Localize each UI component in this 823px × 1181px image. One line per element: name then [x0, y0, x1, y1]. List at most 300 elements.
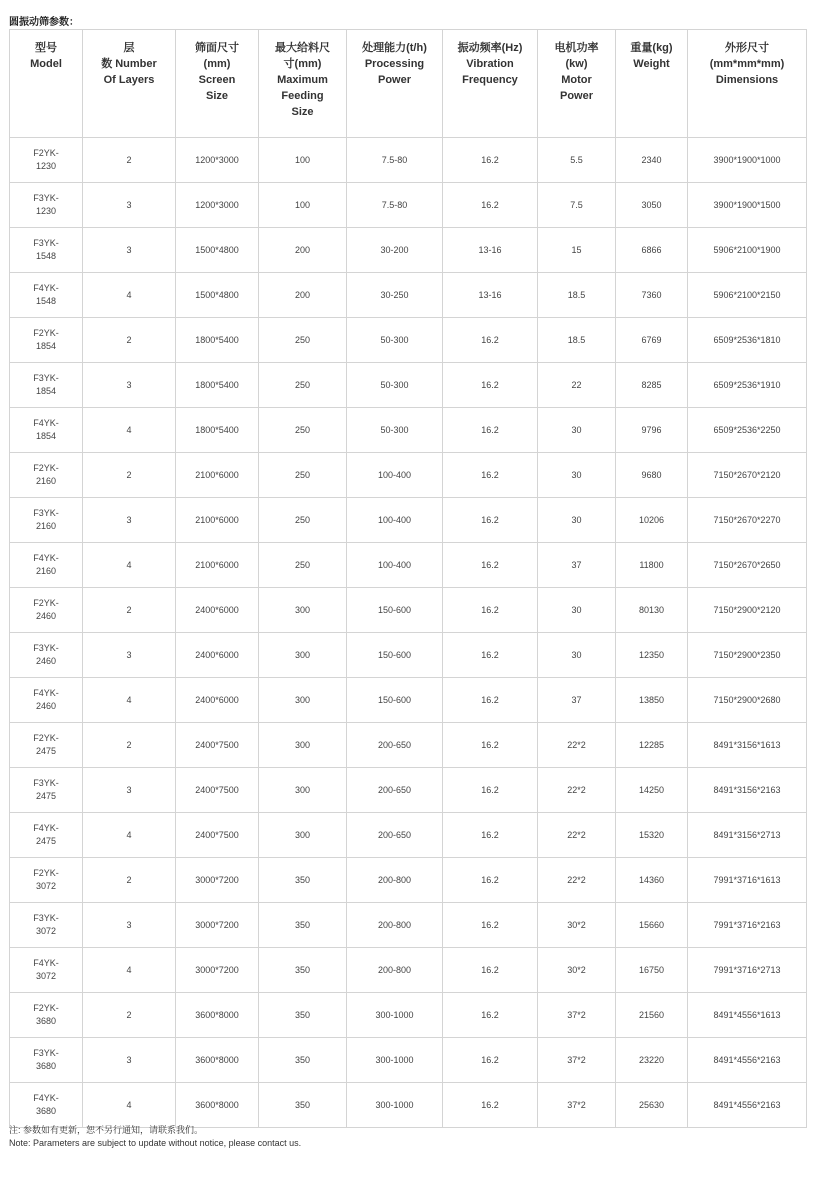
- cell-weight: 15320: [616, 813, 688, 858]
- cell-layers: 2: [83, 858, 176, 903]
- cell-power: 7.5: [538, 183, 616, 228]
- cell-frequency: 16.2: [443, 633, 538, 678]
- column-header-line: (mm*mm*mm): [709, 58, 785, 70]
- model-line: 1548: [35, 296, 57, 306]
- cell-screen: 2100*6000: [176, 498, 259, 543]
- model-line: 3680: [35, 1106, 57, 1116]
- cell-weight: 80130: [616, 588, 688, 633]
- cell-model: [10, 228, 83, 273]
- cell-dims: 8491*3156*2713: [688, 813, 807, 858]
- cell-screen: 3000*7200: [176, 903, 259, 948]
- cell-weight: 15660: [616, 903, 688, 948]
- cell-feed: 200: [259, 273, 347, 318]
- model-line: 2460: [35, 656, 57, 666]
- note-en: Note: Parameters are subject to update without notice, please contact us.: [9, 1138, 302, 1148]
- table-row: [10, 543, 807, 588]
- cell-feed: 250: [259, 498, 347, 543]
- cell-layers: 2: [83, 453, 176, 498]
- cell-power: 30: [538, 408, 616, 453]
- cell-capacity: 7.5-80: [347, 183, 443, 228]
- cell-layers: 3: [83, 363, 176, 408]
- table-row: [10, 1083, 807, 1128]
- model-line: 3680: [35, 1061, 57, 1071]
- cell-power: 30*2: [538, 903, 616, 948]
- model-line: 1854: [35, 431, 57, 441]
- cell-power: 30: [538, 588, 616, 633]
- cell-frequency: 16.2: [443, 1038, 538, 1083]
- cell-weight: 14250: [616, 768, 688, 813]
- cell-capacity: 150-600: [347, 633, 443, 678]
- cell-frequency: 16.2: [443, 768, 538, 813]
- cell-feed: 300: [259, 588, 347, 633]
- cell-layers: 2: [83, 318, 176, 363]
- cell-model: [10, 678, 83, 723]
- cell-dims: 7991*3716*2713: [688, 948, 807, 993]
- cell-feed: 300: [259, 723, 347, 768]
- cell-power: 30*2: [538, 948, 616, 993]
- column-header-line: Frequency: [462, 74, 518, 86]
- cell-layers: 3: [83, 768, 176, 813]
- cell-layers: 2: [83, 138, 176, 183]
- cell-screen: 3600*8000: [176, 993, 259, 1038]
- table-row: [10, 273, 807, 318]
- cell-model: [10, 1083, 83, 1128]
- cell-power: 22*2: [538, 768, 616, 813]
- column-header-frequency: [443, 30, 538, 138]
- model-line: 3072: [35, 926, 57, 936]
- model-line: F4YK-: [33, 1093, 59, 1103]
- cell-screen: 1500*4800: [176, 228, 259, 273]
- cell-frequency: 16.2: [443, 993, 538, 1038]
- cell-dims: 3900*1900*1500: [688, 183, 807, 228]
- cell-screen: 2400*6000: [176, 588, 259, 633]
- cell-feed: 350: [259, 948, 347, 993]
- cell-weight: 8285: [616, 363, 688, 408]
- cell-dims: 8491*4556*2163: [688, 1038, 807, 1083]
- model-line: 3072: [35, 971, 57, 981]
- cell-screen: 2400*7500: [176, 723, 259, 768]
- header-row: [10, 30, 807, 138]
- cell-power: 37*2: [538, 993, 616, 1038]
- cell-feed: 200: [259, 228, 347, 273]
- table-row: [10, 858, 807, 903]
- cell-frequency: 16.2: [443, 1083, 538, 1128]
- column-header-layers: [83, 30, 176, 138]
- cell-power: 37: [538, 543, 616, 588]
- model-line: F3YK-: [33, 238, 59, 248]
- column-header-line: 型号: [35, 42, 57, 54]
- column-header-line: Screen: [198, 74, 236, 86]
- column-header-line: Model: [30, 58, 62, 70]
- model-line: 3680: [35, 1016, 57, 1026]
- note-cn: 注: 参数如有更新，恕不另行通知，请联系我们。: [9, 1125, 204, 1135]
- cell-weight: 13850: [616, 678, 688, 723]
- table-row: [10, 768, 807, 813]
- cell-screen: 1800*5400: [176, 363, 259, 408]
- cell-feed: 250: [259, 363, 347, 408]
- cell-model: [10, 768, 83, 813]
- cell-screen: 2400*7500: [176, 813, 259, 858]
- cell-dims: 7150*2900*2350: [688, 633, 807, 678]
- column-header-line: 重量(kg): [630, 42, 673, 54]
- column-header-line: Vibration: [466, 58, 514, 70]
- cell-dims: 3900*1900*1000: [688, 138, 807, 183]
- model-line: 1854: [35, 386, 57, 396]
- model-line: F3YK-: [33, 643, 59, 653]
- table-row: [10, 228, 807, 273]
- model-line: F4YK-: [33, 283, 59, 293]
- table-row: [10, 813, 807, 858]
- cell-layers: 4: [83, 543, 176, 588]
- cell-capacity: 50-300: [347, 408, 443, 453]
- cell-weight: 25630: [616, 1083, 688, 1128]
- cell-power: 37*2: [538, 1038, 616, 1083]
- column-header-line: Maximum: [277, 74, 328, 86]
- cell-power: 22*2: [538, 813, 616, 858]
- cell-weight: 12350: [616, 633, 688, 678]
- cell-model: [10, 1038, 83, 1083]
- cell-dims: 5906*2100*2150: [688, 273, 807, 318]
- table-row: [10, 498, 807, 543]
- cell-weight: 6866: [616, 228, 688, 273]
- cell-power: 22*2: [538, 858, 616, 903]
- cell-feed: 100: [259, 183, 347, 228]
- cell-feed: 350: [259, 1038, 347, 1083]
- cell-model: [10, 903, 83, 948]
- cell-layers: 3: [83, 183, 176, 228]
- cell-frequency: 16.2: [443, 723, 538, 768]
- cell-frequency: 16.2: [443, 318, 538, 363]
- column-header-line: 最大给料尺: [275, 42, 330, 54]
- cell-power: 5.5: [538, 138, 616, 183]
- cell-screen: 2100*6000: [176, 543, 259, 588]
- cell-model: [10, 408, 83, 453]
- cell-screen: 3600*8000: [176, 1083, 259, 1128]
- page-title: 圆振动筛参数：: [9, 17, 79, 28]
- model-line: F3YK-: [33, 1048, 59, 1058]
- cell-capacity: 300-1000: [347, 1038, 443, 1083]
- cell-feed: 100: [259, 138, 347, 183]
- cell-layers: 4: [83, 408, 176, 453]
- cell-capacity: 30-200: [347, 228, 443, 273]
- cell-feed: 250: [259, 453, 347, 498]
- cell-frequency: 16.2: [443, 453, 538, 498]
- model-line: 2160: [35, 521, 57, 531]
- model-line: 1548: [35, 251, 57, 261]
- cell-feed: 250: [259, 318, 347, 363]
- model-line: 3072: [35, 881, 57, 891]
- model-line: 2160: [35, 476, 57, 486]
- table-header: [10, 30, 807, 138]
- cell-frequency: 16.2: [443, 183, 538, 228]
- cell-layers: 3: [83, 498, 176, 543]
- model-line: 2475: [35, 746, 57, 756]
- cell-capacity: 150-600: [347, 678, 443, 723]
- cell-screen: 2100*6000: [176, 453, 259, 498]
- cell-feed: 300: [259, 633, 347, 678]
- cell-model: [10, 723, 83, 768]
- cell-model: [10, 498, 83, 543]
- column-header-line: Dimensions: [715, 74, 779, 86]
- model-line: F4YK-: [33, 553, 59, 563]
- cell-power: 37*2: [538, 1083, 616, 1128]
- model-line: F2YK-: [33, 868, 59, 878]
- cell-layers: 4: [83, 678, 176, 723]
- table-row: [10, 723, 807, 768]
- cell-capacity: 200-650: [347, 813, 443, 858]
- table-row: [10, 408, 807, 453]
- cell-frequency: 16.2: [443, 363, 538, 408]
- cell-dims: 6509*2536*1810: [688, 318, 807, 363]
- cell-power: 30: [538, 498, 616, 543]
- cell-feed: 350: [259, 993, 347, 1038]
- cell-frequency: 16.2: [443, 498, 538, 543]
- column-header-screen: [176, 30, 259, 138]
- model-line: F4YK-: [33, 418, 59, 428]
- column-header-line: 寸(mm): [283, 58, 322, 70]
- cell-layers: 2: [83, 588, 176, 633]
- column-header-line: Of Layers: [103, 74, 155, 86]
- cell-dims: 7150*2900*2120: [688, 588, 807, 633]
- cell-capacity: 150-600: [347, 588, 443, 633]
- column-header-line: Size: [205, 90, 228, 102]
- column-header-model: [10, 30, 83, 138]
- model-line: F2YK-: [33, 598, 59, 608]
- cell-dims: 6509*2536*2250: [688, 408, 807, 453]
- column-header-line: Motor: [561, 74, 592, 86]
- cell-feed: 350: [259, 858, 347, 903]
- column-header-weight: [616, 30, 688, 138]
- cell-dims: 6509*2536*1910: [688, 363, 807, 408]
- table-row: [10, 1038, 807, 1083]
- cell-weight: 23220: [616, 1038, 688, 1083]
- column-header-line: 层: [123, 42, 135, 54]
- column-header-line: Weight: [633, 58, 670, 70]
- cell-power: 37: [538, 678, 616, 723]
- cell-screen: 1800*5400: [176, 408, 259, 453]
- cell-capacity: 200-800: [347, 948, 443, 993]
- cell-screen: 2400*6000: [176, 633, 259, 678]
- model-line: F2YK-: [33, 328, 59, 338]
- column-header-line: 数 Number: [101, 58, 157, 70]
- model-line: F3YK-: [33, 508, 59, 518]
- cell-frequency: 16.2: [443, 678, 538, 723]
- model-line: F2YK-: [33, 733, 59, 743]
- cell-power: 30: [538, 633, 616, 678]
- table-body: [10, 138, 807, 1128]
- cell-model: [10, 273, 83, 318]
- model-line: F3YK-: [33, 913, 59, 923]
- cell-screen: 1800*5400: [176, 318, 259, 363]
- cell-power: 18.5: [538, 318, 616, 363]
- cell-weight: 10206: [616, 498, 688, 543]
- cell-feed: 300: [259, 678, 347, 723]
- spec-table: [9, 29, 807, 1128]
- column-header-line: Size: [291, 106, 314, 118]
- cell-model: [10, 183, 83, 228]
- model-line: F2YK-: [33, 148, 59, 158]
- cell-screen: 3000*7200: [176, 948, 259, 993]
- table-row: [10, 138, 807, 183]
- cell-screen: 1200*3000: [176, 183, 259, 228]
- cell-layers: 4: [83, 1083, 176, 1128]
- column-header-power: [538, 30, 616, 138]
- model-line: F4YK-: [33, 958, 59, 968]
- cell-dims: 7991*3716*1613: [688, 858, 807, 903]
- cell-capacity: 7.5-80: [347, 138, 443, 183]
- cell-frequency: 16.2: [443, 588, 538, 633]
- column-header-dims: [688, 30, 807, 138]
- model-line: 2475: [35, 791, 57, 801]
- cell-frequency: 16.2: [443, 543, 538, 588]
- cell-weight: 7360: [616, 273, 688, 318]
- cell-capacity: 50-300: [347, 363, 443, 408]
- cell-model: [10, 453, 83, 498]
- column-header-line: 电机功率: [554, 42, 599, 54]
- cell-layers: 3: [83, 903, 176, 948]
- cell-layers: 3: [83, 1038, 176, 1083]
- model-line: F3YK-: [33, 193, 59, 203]
- cell-weight: 9796: [616, 408, 688, 453]
- table-row: [10, 903, 807, 948]
- cell-layers: 3: [83, 633, 176, 678]
- notes: [9, 1124, 301, 1150]
- cell-weight: 3050: [616, 183, 688, 228]
- cell-feed: 350: [259, 903, 347, 948]
- column-header-line: (mm): [203, 58, 231, 70]
- cell-screen: 1200*3000: [176, 138, 259, 183]
- cell-feed: 250: [259, 408, 347, 453]
- cell-capacity: 30-250: [347, 273, 443, 318]
- model-line: F2YK-: [33, 1003, 59, 1013]
- cell-power: 22*2: [538, 723, 616, 768]
- cell-model: [10, 138, 83, 183]
- model-line: 1854: [35, 341, 57, 351]
- column-header-feed: [259, 30, 347, 138]
- cell-layers: 4: [83, 273, 176, 318]
- cell-frequency: 16.2: [443, 138, 538, 183]
- cell-weight: 2340: [616, 138, 688, 183]
- cell-dims: 7150*2670*2270: [688, 498, 807, 543]
- model-line: F3YK-: [33, 778, 59, 788]
- cell-frequency: 16.2: [443, 408, 538, 453]
- cell-power: 18.5: [538, 273, 616, 318]
- cell-screen: 2400*6000: [176, 678, 259, 723]
- cell-model: [10, 588, 83, 633]
- cell-weight: 12285: [616, 723, 688, 768]
- cell-capacity: 100-400: [347, 453, 443, 498]
- cell-capacity: 200-800: [347, 903, 443, 948]
- model-line: 2160: [35, 566, 57, 576]
- cell-layers: 4: [83, 813, 176, 858]
- column-header-line: Power: [377, 74, 411, 86]
- cell-capacity: 200-650: [347, 723, 443, 768]
- cell-capacity: 50-300: [347, 318, 443, 363]
- column-header-line: 处理能力(t/h): [362, 42, 427, 54]
- cell-dims: 7150*2670*2650: [688, 543, 807, 588]
- cell-screen: 2400*7500: [176, 768, 259, 813]
- cell-power: 30: [538, 453, 616, 498]
- cell-feed: 300: [259, 813, 347, 858]
- cell-screen: 3600*8000: [176, 1038, 259, 1083]
- table-row: [10, 453, 807, 498]
- table-row: [10, 363, 807, 408]
- table-row: [10, 948, 807, 993]
- column-header-line: 筛面尺寸: [195, 42, 239, 54]
- cell-capacity: 300-1000: [347, 993, 443, 1038]
- cell-layers: 3: [83, 228, 176, 273]
- cell-model: [10, 948, 83, 993]
- column-header-capacity: [347, 30, 443, 138]
- cell-weight: 6769: [616, 318, 688, 363]
- model-line: F4YK-: [33, 688, 59, 698]
- cell-model: [10, 633, 83, 678]
- model-line: 2475: [35, 836, 57, 846]
- cell-capacity: 200-800: [347, 858, 443, 903]
- cell-capacity: 100-400: [347, 543, 443, 588]
- cell-weight: 16750: [616, 948, 688, 993]
- cell-dims: 7150*2900*2680: [688, 678, 807, 723]
- cell-frequency: 16.2: [443, 903, 538, 948]
- model-line: F2YK-: [33, 463, 59, 473]
- cell-feed: 300: [259, 768, 347, 813]
- cell-capacity: 300-1000: [347, 1083, 443, 1128]
- cell-feed: 350: [259, 1083, 347, 1128]
- cell-frequency: 16.2: [443, 858, 538, 903]
- cell-model: [10, 813, 83, 858]
- cell-frequency: 16.2: [443, 813, 538, 858]
- cell-dims: 5906*2100*1900: [688, 228, 807, 273]
- cell-dims: 7991*3716*2163: [688, 903, 807, 948]
- cell-model: [10, 363, 83, 408]
- table-row: [10, 993, 807, 1038]
- cell-frequency: 16.2: [443, 948, 538, 993]
- column-header-line: 振动频率(Hz): [457, 42, 523, 54]
- table-row: [10, 588, 807, 633]
- cell-power: 15: [538, 228, 616, 273]
- cell-model: [10, 543, 83, 588]
- column-header-line: Feeding: [281, 90, 324, 102]
- cell-dims: 7150*2670*2120: [688, 453, 807, 498]
- cell-weight: 14360: [616, 858, 688, 903]
- cell-weight: 9680: [616, 453, 688, 498]
- cell-model: [10, 993, 83, 1038]
- cell-layers: 2: [83, 723, 176, 768]
- table-row: [10, 183, 807, 228]
- cell-layers: 2: [83, 993, 176, 1038]
- model-line: F3YK-: [33, 373, 59, 383]
- column-header-line: 外形尺寸: [725, 42, 769, 54]
- column-header-line: (kw): [565, 58, 588, 70]
- cell-weight: 21560: [616, 993, 688, 1038]
- model-line: 2460: [35, 701, 57, 711]
- cell-model: [10, 318, 83, 363]
- cell-screen: 3000*7200: [176, 858, 259, 903]
- table-row: [10, 678, 807, 723]
- model-line: 1230: [35, 161, 57, 171]
- table-row: [10, 633, 807, 678]
- model-line: 2460: [35, 611, 57, 621]
- cell-screen: 1500*4800: [176, 273, 259, 318]
- cell-power: 22: [538, 363, 616, 408]
- cell-dims: 8491*3156*1613: [688, 723, 807, 768]
- cell-dims: 8491*4556*1613: [688, 993, 807, 1038]
- cell-frequency: 13-16: [443, 273, 538, 318]
- cell-dims: 8491*4556*2163: [688, 1083, 807, 1128]
- table-row: [10, 318, 807, 363]
- cell-weight: 11800: [616, 543, 688, 588]
- model-line: 1230: [35, 206, 57, 216]
